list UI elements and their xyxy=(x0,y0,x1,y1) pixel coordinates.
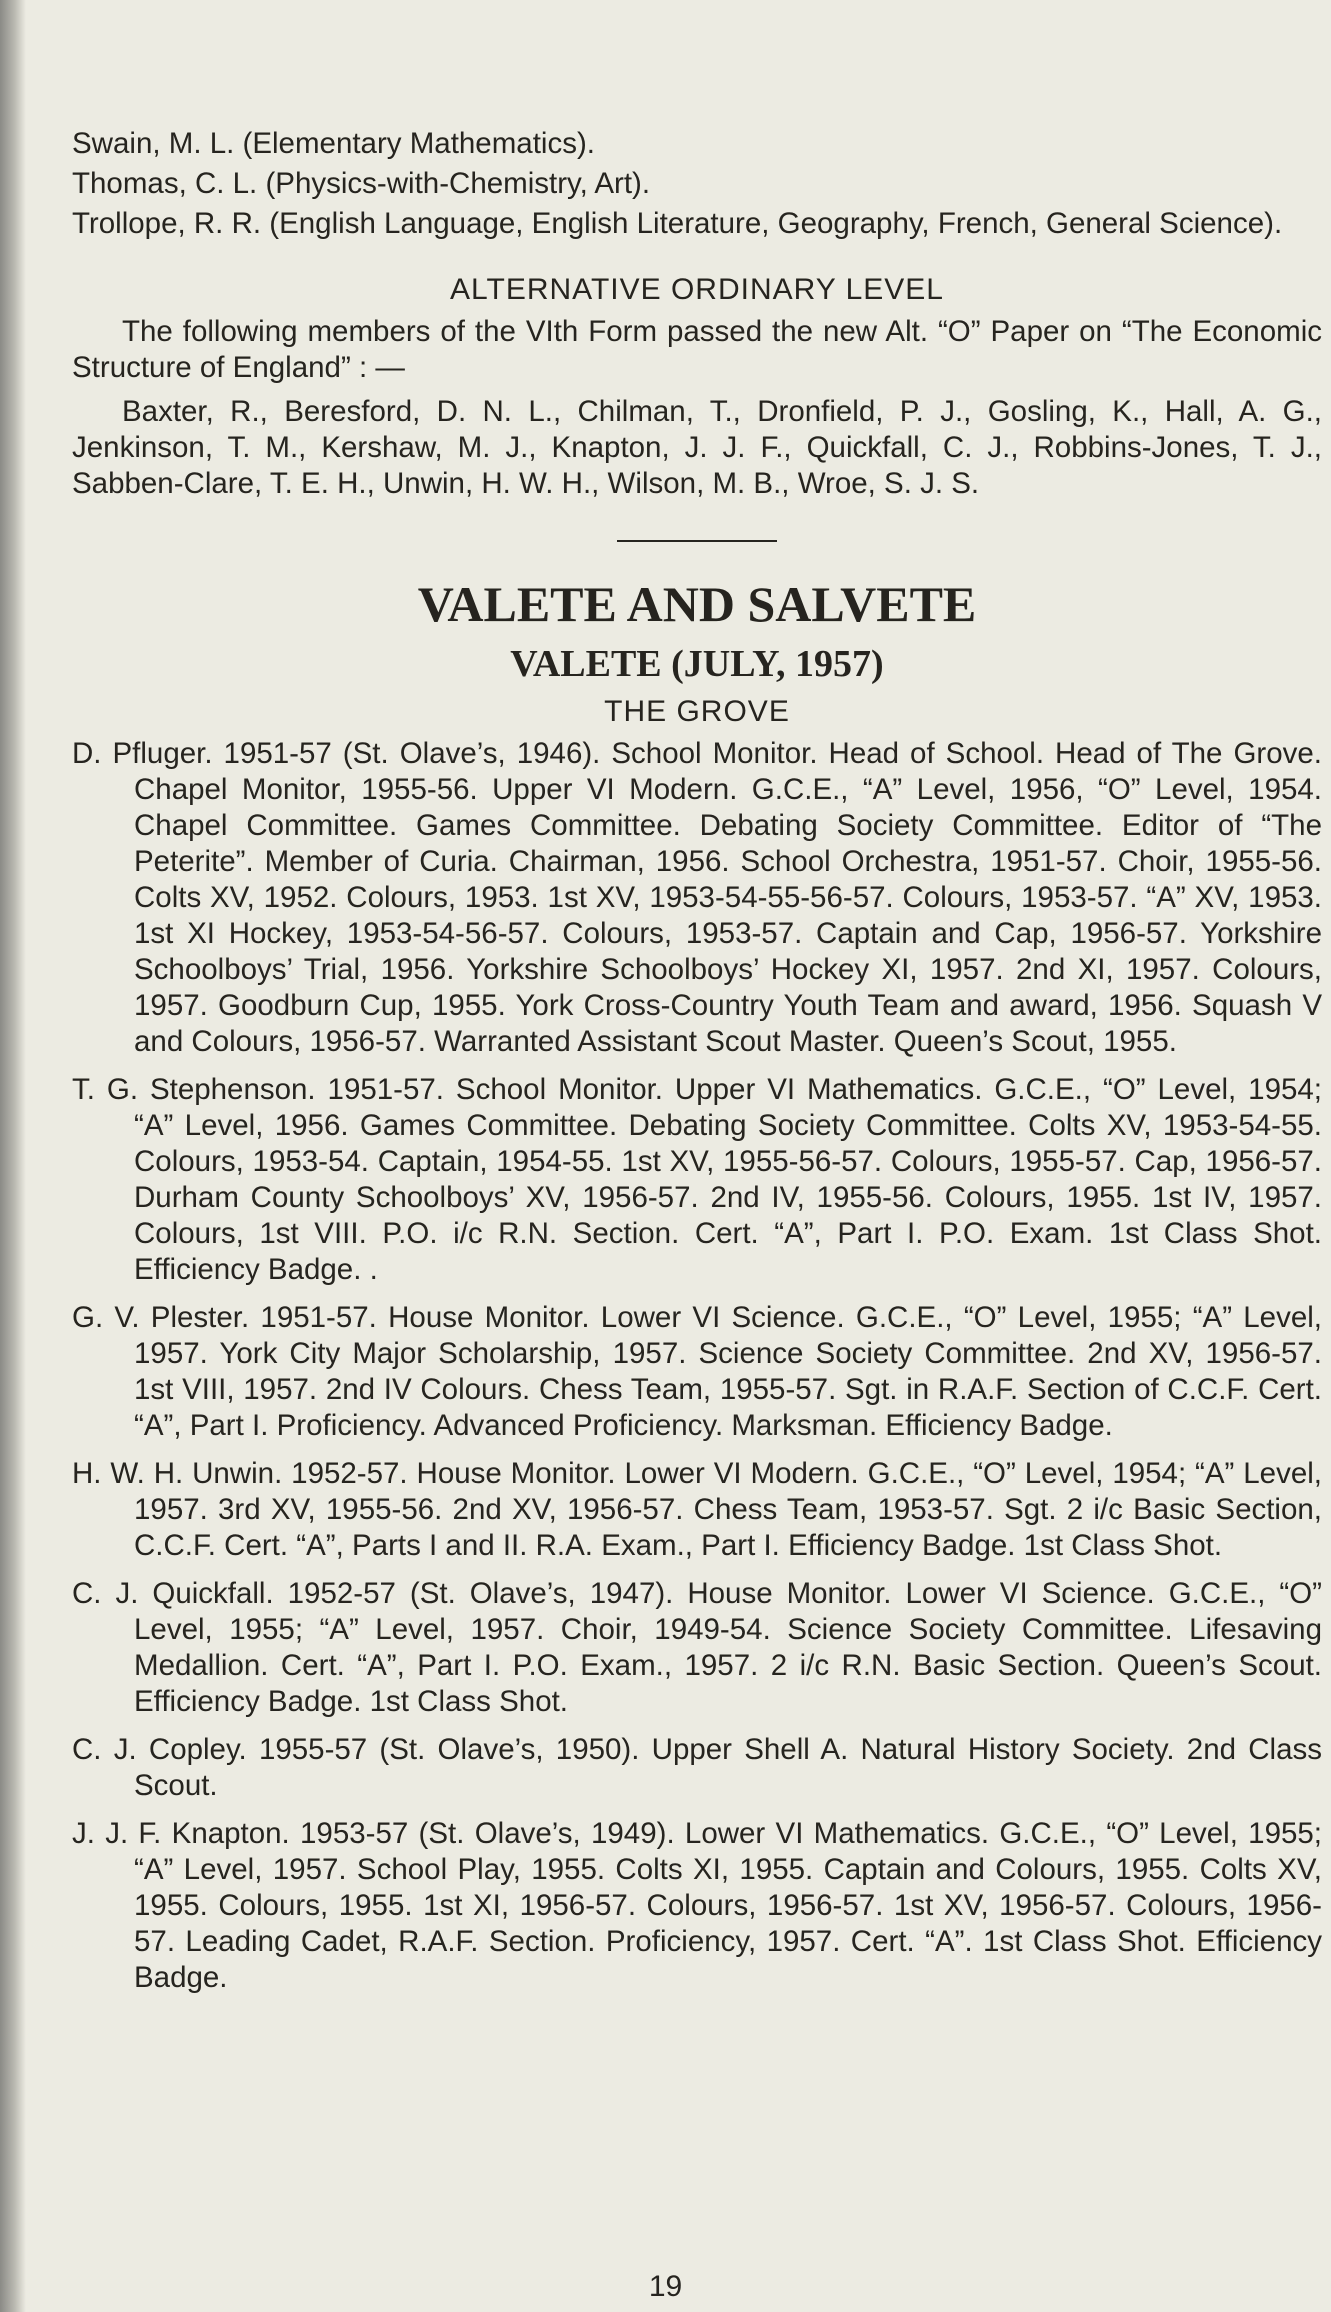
valete-entry: C. J. Copley. 1955-57 (St. Olave’s, 1950). Upper Shell A. Natural History Society. 2nd Class Scout. xyxy=(72,1733,1322,1802)
valete-entry: H. W. H. Unwin. 1952-57. House Monitor. Lower VI Modern. G.C.E., “O” Level, 1954; “A” Level, 1957. 3rd XV, 1955-56. 2nd XV, 1956-57. Chess Team, 1953-57. Sgt. 2 i/c Basic Section, C.C.F. Cert. “A”, Parts I and II. R.A. Exam., Part I. Efficiency Badge. 1st Class Shot. xyxy=(72,1457,1322,1562)
alt-ordinary-level-intro: The following members of the VIth Form passed the new Alt. “O” Paper on “The Economic Structure of England” : — xyxy=(72,315,1322,384)
valete-entry: T. G. Stephenson. 1951-57. School Monitor. Upper VI Mathematics. G.C.E., “O” Level, 1954; “A” Level, 1956. Games Committee. Debating Society Committee. Colts XV, 1953-54-55. Colours, 1953-54. Captain, 1954-55. 1st XV, 1955-56-57. Colours, 1955-57. Cap, 1956-57. Durham County Schoolboys’ XV, 1956-57. 2nd IV, 1955-56. Colours, 1955. 1st IV, 1957. Colours, 1st VIII. P.O. i/c R.N. Section. Cert. “A”, Part I. P.O. Exam. 1st Class Shot. Efficiency Badge. . xyxy=(72,1073,1322,1286)
valete-entry: J. J. F. Knapton. 1953-57 (St. Olave’s, 1949). Lower VI Mathematics. G.C.E., “O” Level, 1955; “A” Level, 1957. School Play, 1955. Colts XI, 1955. Captain and Colours, 1955. Colts XV, 1955. Colours, 1955. 1st XI, 1956-57. Colours, 1956-57. 1st XV, 1956-57. Colours, 1956-57. Leading Cadet, R.A.F. Section. Proficiency, 1957. Cert. “A”. 1st Class Shot. Efficiency Badge. xyxy=(72,1817,1322,1994)
alt-ordinary-level-names: Baxter, R., Beresford, D. N. L., Chilman, T., Dronfield, P. J., Gosling, K., Hall, A. G., Jenkinson, T. M., Kershaw, M. J., Knapton, J. J. F., Quickfall, C. J., Robbins-Jones, T. J., Sabben-Clare, T. E. H., Unwin, H. W. H., Wilson, M. B., Wroe, S. J. S. xyxy=(72,395,1322,500)
section-title: VALETE AND SALVETE xyxy=(417,576,977,632)
page-number: 19 xyxy=(648,2270,683,2303)
section-divider xyxy=(617,540,777,542)
valete-list xyxy=(72,736,1322,1996)
valete-entry: D. Pfluger. 1951-57 (St. Olave’s, 1946). School Monitor. Head of School. Head of The Grove. Chapel Monitor, 1955-56. Upper VI Modern. G.C.E., “A” Level, 1956, “O” Level, 1954. Chapel Committee. Games Committee. Debating Society Committee. Editor of “The Peterite”. Member of Curia. Chairman, 1956. School Orchestra, 1951-57. Choir, 1955-56. Colts XV, 1952. Colours, 1953. 1st XV, 1953-54-55-56-57. Colours, 1953-57. “A” XV, 1953. 1st XI Hockey, 1953-54-56-57. Colours, 1953-57. Captain and Cap, 1956-57. Yorkshire Schoolboys’ Trial, 1956. Yorkshire Schoolboys’ Hockey XI, 1957. 2nd XI, 1957. Colours, 1957. Goodburn Cup, 1955. York Cross-Country Youth Team and award, 1956. Squash V and Colours, 1956-57. Warranted Assistant Scout Master. Queen’s Scout, 1955. xyxy=(72,737,1322,1058)
exam-list-item: Thomas, C. L. (Physics-with-Chemistry, Art). xyxy=(72,167,651,200)
section-subtitle: VALETE (JULY, 1957) xyxy=(510,643,884,685)
alt-ordinary-level-heading: ALTERNATIVE ORDINARY LEVEL xyxy=(450,273,944,306)
valete-entry: C. J. Quickfall. 1952-57 (St. Olave’s, 1947). House Monitor. Lower VI Science. G.C.E., “O” Level, 1955; “A” Level, 1957. Choir, 1949-54. Science Society Committee. Lifesaving Medallion. Cert. “A”, Part I. P.O. Exam., 1957. 2 i/c R.N. Basic Section. Queen’s Scout. Efficiency Badge. 1st Class Shot. xyxy=(72,1577,1322,1718)
exam-list-item: Swain, M. L. (Elementary Mathematics). xyxy=(72,127,595,160)
valete-entry: G. V. Plester. 1951-57. House Monitor. Lower VI Science. G.C.E., “O” Level, 1955; “A” Level, 1957. York City Major Scholarship, 1957. Science Society Committee. 2nd XV, 1956-57. 1st VIII, 1957. 2nd IV Colours. Chess Team, 1955-57. Sgt. in R.A.F. Section of C.C.F. Cert. “A”, Part I. Proficiency. Advanced Proficiency. Marksman. Efficiency Badge. xyxy=(72,1301,1322,1442)
exam-list-item: Trollope, R. R. (English Language, English Literature, Geography, French, General Science). xyxy=(72,207,1283,240)
exam-list-continued xyxy=(72,126,1322,242)
house-heading: THE GROVE xyxy=(604,695,790,728)
book-binding-shadow xyxy=(0,0,26,2312)
document-page xyxy=(72,126,1322,2008)
